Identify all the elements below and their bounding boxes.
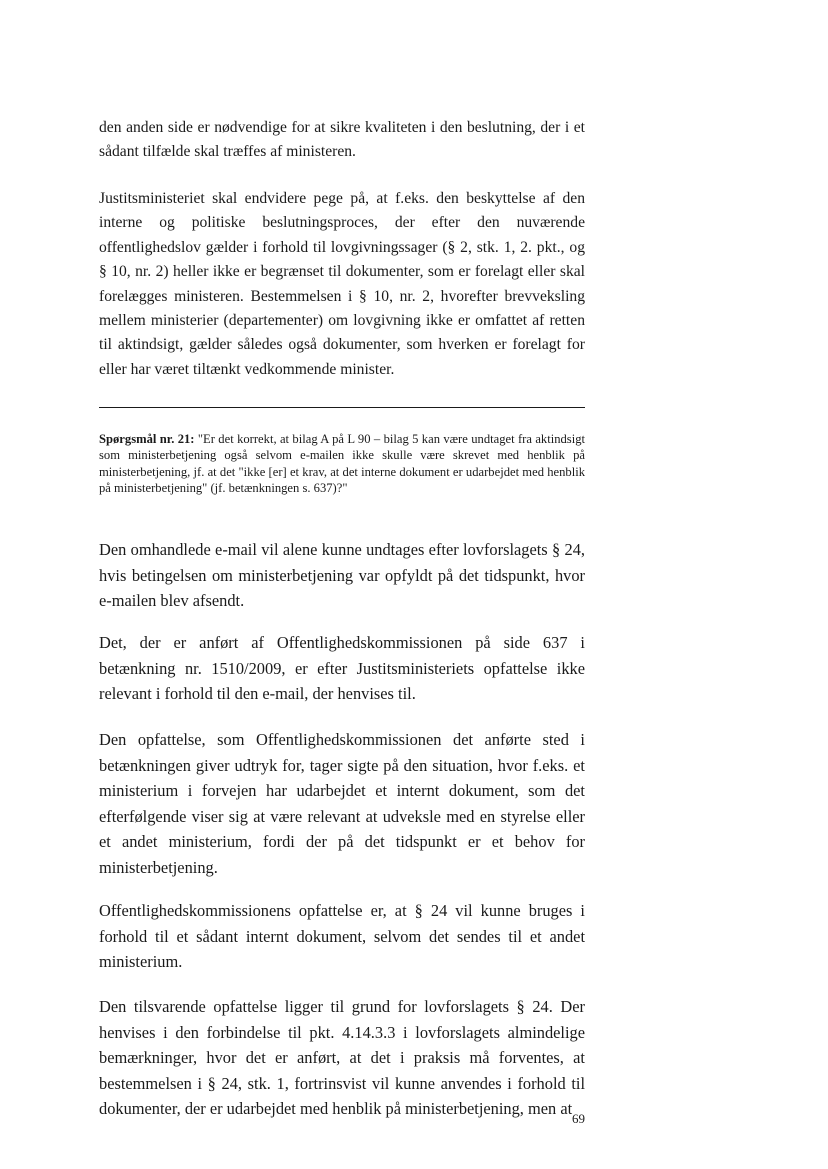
- answer-paragraph-2: Det, der er anført af Offentlighedskommissionen på side 637 i betænkning nr. 1510/2009, er efter Justitsministeriets opfattelse ikke relevant i forhold til den e-mail, der henvises til.: [99, 633, 585, 704]
- answer-paragraph-5: Den tilsvarende opfattelse ligger til grund for lovforslagets § 24. Der henvises i den forbindelse til pkt. 4.14.3.3 i lovforslagets almindelige bemærkninger, hvor det er anført, at det i praksis må forventes, at bestemmelsen i § 24, stk. 1, fortrinsvist vil kunne anvendes i forhold til dokumenter, der er udarbejdet med henblik på ministerbetjening, men at: [99, 997, 585, 1119]
- answer-paragraph-1: Den omhandlede e-mail vil alene kunne undtages efter lovforslagets § 24, hvis betingelsen om ministerbetjening var opfyldt på det tidspunkt, hvor e-mailen blev afsendt.: [99, 540, 585, 611]
- section-divider: [99, 407, 585, 408]
- question-text: "Er det korrekt, at bilag A på L 90 – bilag 5 kan være undtaget fra aktindsigt som ministerbetjening også selvom e-mailen ikke skulle være skrevet med henblik på ministerbetjening, jf. at det "ikke [er] et krav, at det interne dokument er udarbejdet med henblik på ministerbetjening" (jf. betænkningen s. 637)?": [99, 432, 585, 496]
- paragraph-continuation: den anden side er nødvendige for at sikre kvaliteten i den beslutning, der i et sådant tilfælde skal træffes af ministeren.: [99, 119, 585, 161]
- paragraph-justitsministeriet: Justitsministeriet skal endvidere pege på, at f.eks. den beskyttelse af den interne og politiske beslutningsproces, der efter den nuværende offentlighedslov gælder i forhold til lovgivningssager (§ 2, stk. 1, 2. pkt., og § 10, nr. 2) heller ikke er begrænset til dokumenter, som er forelagt eller skal forelægges ministeren. Bestemmelsen i § 10, nr. 2, hvorefter brevveksling mellem ministerier (departementer) om lovgivning ikke er omfattet af retten til aktindsigt, gælder således også dokumenter, som hverken er forelagt for eller har været tiltænkt vedkommende minister.: [99, 190, 585, 378]
- question-block: [99, 431, 585, 497]
- page-number: 69: [572, 1111, 585, 1126]
- answer-paragraph-3: Den opfattelse, som Offentlighedskommissionen det anførte sted i betænkningen giver udtryk for, tager sigte på den situation, hvor f.eks. et ministerium i forvejen har udarbejdet et internt dokument, som det efterfølgende viser sig at være relevant at udveksle med en styrelse eller et andet ministerium, fordi der på det tidspunkt er et behov for ministerbetjening.: [99, 730, 585, 877]
- question-label: Spørgsmål nr. 21:: [99, 432, 195, 446]
- answer-paragraph-4: Offentlighedskommissionens opfattelse er, at § 24 vil kunne bruges i forhold til et sådant internt dokument, selvom det sendes til et andet ministerium.: [99, 901, 585, 972]
